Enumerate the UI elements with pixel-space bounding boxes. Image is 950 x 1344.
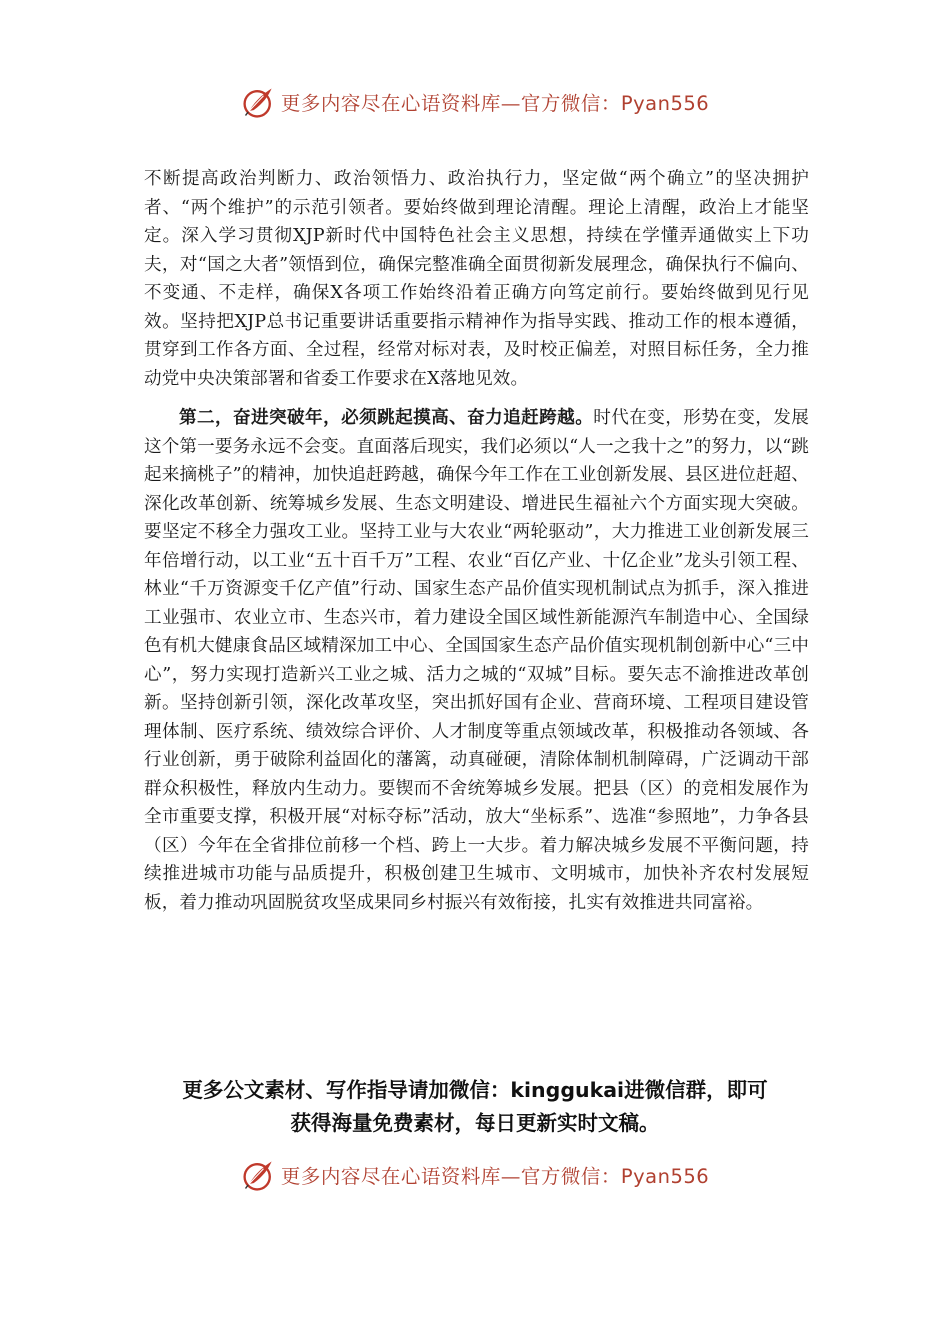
promo-message	[0, 1074, 950, 1140]
paragraph-2-lead: 第二，奋进突破年，必须跳起摸高、奋力追赶跨越。	[179, 408, 594, 428]
paragraph-1: 不断提高政治判断力、政治领悟力、政治执行力，坚定做“两个确立”的坚决拥护者、“两个维护”的示范引领者。要始终做到理论清醒。理论上清醒，政治上才能坚定。深入学习贯彻XJP新时代中国特色社会主义思想，持续在学懂弄通做实上下功夫，对“国之大者”领悟到位，确保完整准确全面贯彻新发展理念，确保执行不偏向、不变通、不走样，确保X各项工作始终沿着正确方向笃定前行。要始终做到见行见效。坚持把XJP总书记重要讲话重要指示精神作为指导实践、推动工作的根本遵循，贯穿到工作各方面、全过程，经常对标对表，及时校正偏差，对照目标任务，全力推动党中央决策部署和省委工作要求在X落地见效。	[144, 169, 809, 389]
paragraph-2	[144, 404, 809, 917]
quill-logo-icon	[241, 84, 277, 120]
promo-line-2: 获得海量免费素材，每日更新实时文稿。	[290, 1111, 660, 1135]
footer-banner	[0, 1153, 950, 1197]
document-body	[144, 165, 809, 917]
promo-line-1: 更多公文素材、写作指导请加微信：kinggukai进微信群，即可	[182, 1078, 768, 1102]
header-banner-text: 更多内容尽在心语资料库—官方微信：Pyan556	[280, 92, 710, 115]
header-wechat-id: Pyan556	[620, 92, 710, 115]
footer-banner-text: 更多内容尽在心语资料库—官方微信：Pyan556	[280, 1165, 710, 1188]
quill-logo-icon	[241, 1157, 277, 1193]
header-banner	[0, 80, 950, 124]
paragraph-2-body: 时代在变，形势在变，发展这个第一要务永远不会变。直面落后现实，我们必须以“人一之我十之”的努力，以“跳起来摘桃子”的精神，加快追赶跨越，确保今年工作在工业创新发展、县区进位赶超、深化改革创新、统筹城乡发展、生态文明建设、增进民生福祉六个方面实现大突破。要坚定不移全力强攻工业。坚持工业与大农业“两轮驱动”，大力推进工业创新发展三年倍增行动，以工业“五十百千万”工程、农业“百亿产业、十亿企业”龙头引领工程、林业“千万资源变千亿产值”行动、国家生态产品价值实现机制试点为抓手，深入推进工业强市、农业立市、生态兴市，着力建设全国区域性新能源汽车制造中心、全国绿色有机大健康食品区域精深加工中心、全国国家生态产品价值实现机制创新中心“三中心”，努力实现打造新兴工业之城、活力之城的“双城”目标。要矢志不渝推进改革创新。坚持创新引领，深化改革攻坚，突出抓好国有企业、营商环境、工程项目建设管理体制、医疗系统、绩效综合评价、人才制度等重点领域改革，积极推动各领域、各行业创新，勇于破除利益固化的藩篱，动真碰硬，清除体制机制障碍，广泛调动干部群众积极性，释放内生动力。要锲而不舍统筹城乡发展。把县（区）的竞相发展作为全市重要支撑，积极开展“对标夺标”活动，放大“坐标系”、选准“参照地”，力争各县（区）今年在全省排位前移一个档、跨上一大步。着力解决城乡发展不平衡问题，持续推进城市功能与品质提升，积极创建卫生城市、文明城市，加快补齐农村发展短板，着力推动巩固脱贫攻坚成果同乡村振兴有效衔接，扎实有效推进共同富裕。	[144, 408, 809, 913]
footer-wechat-id: Pyan556	[620, 1165, 710, 1188]
